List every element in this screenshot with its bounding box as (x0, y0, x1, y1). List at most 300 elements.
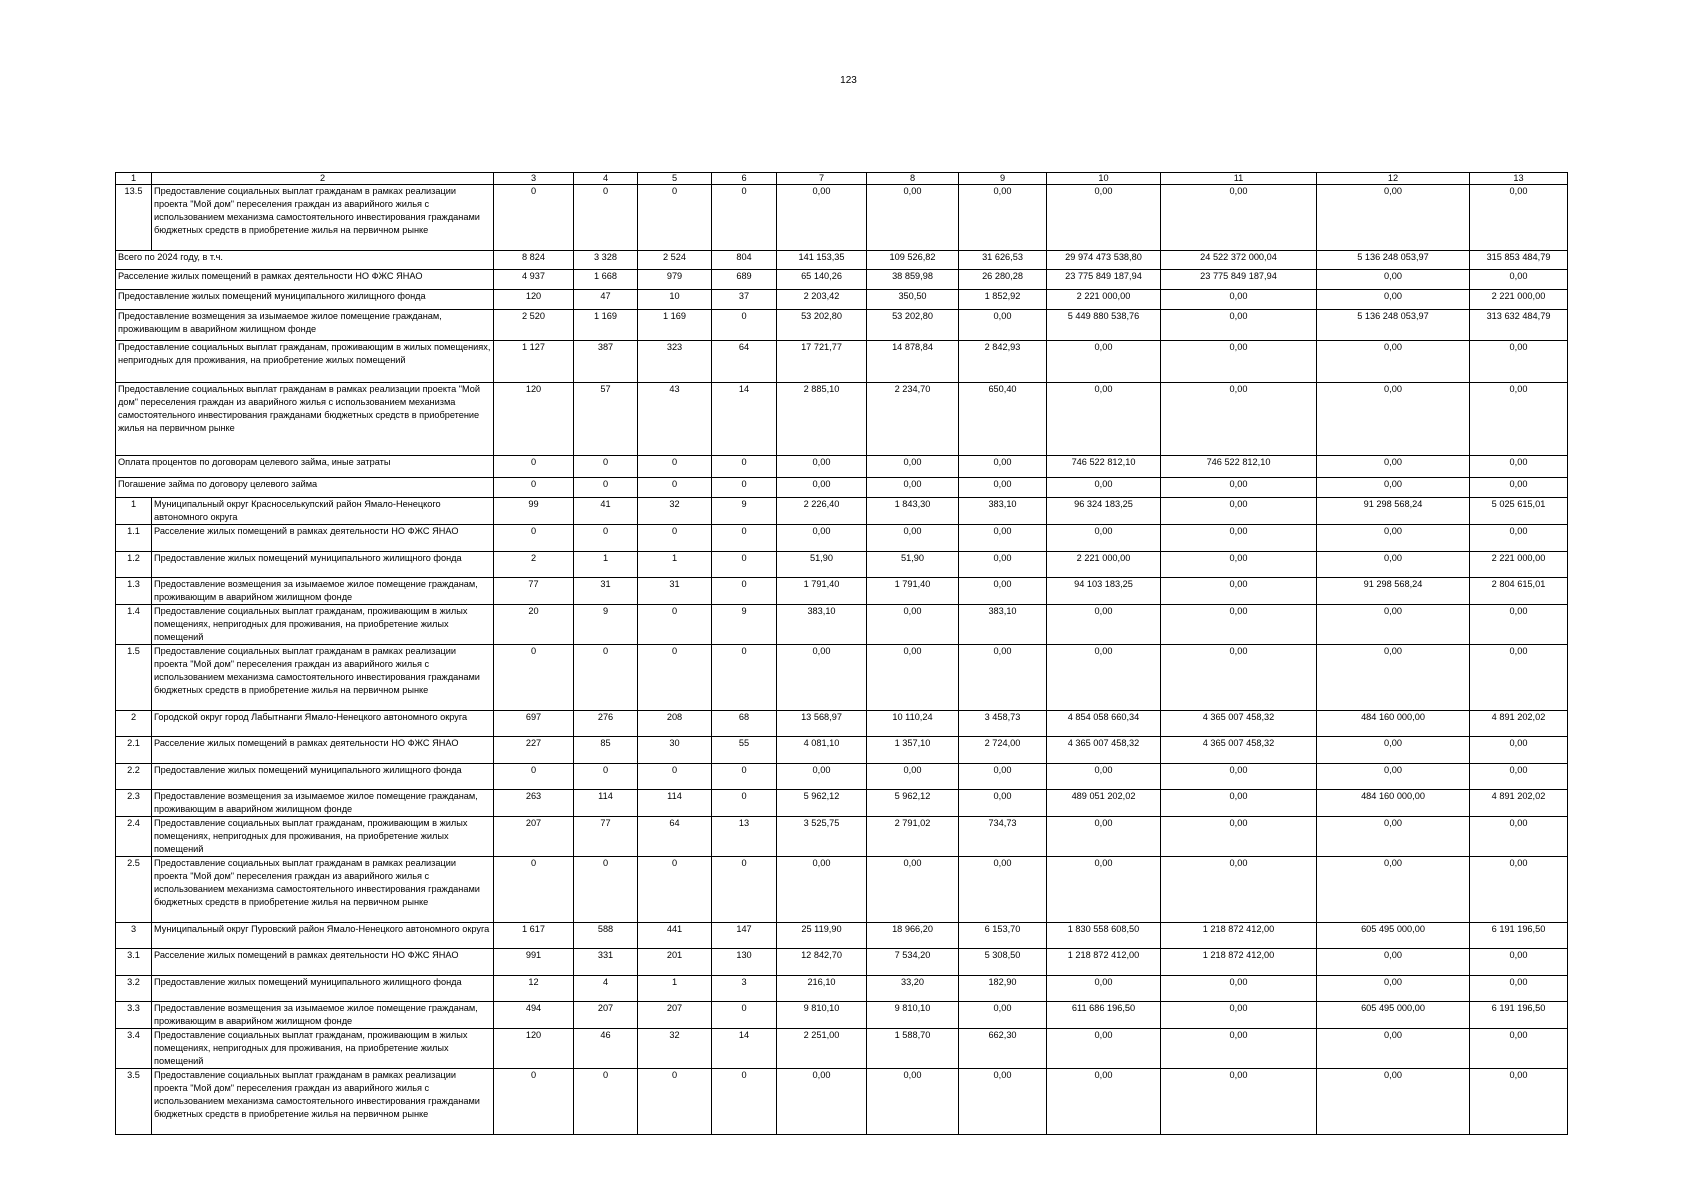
value-cell: 0,00 (1317, 552, 1470, 578)
table-row (116, 1029, 1568, 1069)
value-cell: 31 (574, 578, 638, 605)
value-cell: 91 298 568,24 (1317, 578, 1470, 605)
value-cell: 216,10 (777, 976, 867, 1002)
value-cell: 4 365 007 458,32 (1161, 711, 1317, 737)
value-cell: 14 (712, 1029, 777, 1069)
column-number-cell: 9 (959, 173, 1047, 185)
row-label-cell: Муниципальный округ Пуровский район Ямало-Ненецкого автономного округа (152, 923, 494, 949)
value-cell: 0,00 (1047, 857, 1161, 923)
column-number-cell: 5 (638, 173, 712, 185)
column-number-cell: 7 (777, 173, 867, 185)
value-cell: 0,00 (1161, 552, 1317, 578)
value-cell: 1 791,40 (867, 578, 959, 605)
value-cell: 130 (712, 949, 777, 976)
value-cell: 0,00 (867, 478, 959, 498)
value-cell: 2 724,00 (959, 737, 1047, 764)
resettlement-table (115, 172, 1568, 1135)
value-cell: 0,00 (1470, 764, 1568, 790)
value-cell: 9 810,10 (867, 1002, 959, 1029)
value-cell: 0,00 (1047, 1069, 1161, 1135)
value-cell: 2 524 (638, 251, 712, 270)
value-cell: 0 (638, 764, 712, 790)
value-cell: 0 (638, 857, 712, 923)
value-cell: 0,00 (1161, 764, 1317, 790)
value-cell: 0,00 (1317, 185, 1470, 251)
row-number-cell: 2.2 (116, 764, 152, 790)
value-cell: 0,00 (1161, 498, 1317, 525)
value-cell: 2 226,40 (777, 498, 867, 525)
value-cell: 2 203,42 (777, 290, 867, 310)
value-cell: 0 (574, 525, 638, 552)
value-cell: 0 (712, 1069, 777, 1135)
value-cell: 120 (494, 383, 574, 456)
table-row (116, 185, 1568, 251)
value-cell: 3 328 (574, 251, 638, 270)
value-cell: 0,00 (1161, 1029, 1317, 1069)
value-cell: 0 (494, 645, 574, 711)
row-number-cell: 2.4 (116, 817, 152, 857)
value-cell: 0,00 (1470, 857, 1568, 923)
value-cell: 0,00 (1470, 949, 1568, 976)
value-cell: 1 791,40 (777, 578, 867, 605)
value-cell: 0,00 (1317, 290, 1470, 310)
value-cell: 14 (712, 383, 777, 456)
row-number-cell: 13.5 (116, 185, 152, 251)
value-cell: 0,00 (1317, 341, 1470, 383)
value-cell: 746 522 812,10 (1047, 456, 1161, 478)
value-cell: 3 525,75 (777, 817, 867, 857)
row-label-cell: Расселение жилых помещений в рамках деятельности НО ФЖС ЯНАО (116, 270, 494, 290)
row-label-cell: Предоставление социальных выплат гражданам в рамках реализации проекта "Мой дом" переселения граждан из аварийного жилья с использованием механизма самостоятельного инвестирования гражданами бюджетных средств в приобретение жилья на первичном рынке (152, 857, 494, 923)
value-cell: 0,00 (1317, 270, 1470, 290)
value-cell: 12 (494, 976, 574, 1002)
value-cell: 0,00 (1317, 456, 1470, 478)
table-row (116, 383, 1568, 456)
value-cell: 0,00 (1470, 1069, 1568, 1135)
column-number-cell: 12 (1317, 173, 1470, 185)
value-cell: 0,00 (867, 645, 959, 711)
value-cell: 5 136 248 053,97 (1317, 310, 1470, 341)
value-cell: 0,00 (959, 310, 1047, 341)
row-label-cell: Предоставление социальных выплат гражданам в рамках реализации проекта "Мой дом" переселения граждан из аварийного жилья с использованием механизма самостоятельного инвестирования гражданами бюджетных средств в приобретение жилья на первичном рынке (152, 645, 494, 711)
value-cell: 17 721,77 (777, 341, 867, 383)
value-cell: 2 251,00 (777, 1029, 867, 1069)
value-cell: 0,00 (1161, 525, 1317, 552)
value-cell: 0,00 (1470, 456, 1568, 478)
value-cell: 0,00 (867, 857, 959, 923)
value-cell: 57 (574, 383, 638, 456)
table-row (116, 1069, 1568, 1135)
value-cell: 0 (638, 525, 712, 552)
value-cell: 2 842,93 (959, 341, 1047, 383)
value-cell: 120 (494, 1029, 574, 1069)
value-cell: 10 110,24 (867, 711, 959, 737)
value-cell: 383,10 (959, 605, 1047, 645)
value-cell: 350,50 (867, 290, 959, 310)
value-cell: 0 (712, 478, 777, 498)
value-cell: 0 (494, 1069, 574, 1135)
row-number-cell: 2.5 (116, 857, 152, 923)
value-cell: 3 (712, 976, 777, 1002)
value-cell: 4 365 007 458,32 (1161, 737, 1317, 764)
value-cell: 0,00 (777, 1069, 867, 1135)
value-cell: 96 324 183,25 (1047, 498, 1161, 525)
value-cell: 0,00 (1161, 1002, 1317, 1029)
value-cell: 276 (574, 711, 638, 737)
value-cell: 0,00 (1047, 525, 1161, 552)
row-label-cell: Предоставление возмещения за изымаемое жилое помещение гражданам, проживающим в аварийном жилищном фонде (152, 578, 494, 605)
value-cell: 32 (638, 1029, 712, 1069)
value-cell: 1 (574, 552, 638, 578)
column-number-cell: 3 (494, 173, 574, 185)
value-cell: 0,00 (1161, 1069, 1317, 1135)
value-cell: 8 824 (494, 251, 574, 270)
value-cell: 0,00 (959, 1002, 1047, 1029)
value-cell: 85 (574, 737, 638, 764)
value-cell: 1 (638, 976, 712, 1002)
value-cell: 37 (712, 290, 777, 310)
value-cell: 979 (638, 270, 712, 290)
value-cell: 0 (712, 185, 777, 251)
value-cell: 0 (574, 857, 638, 923)
value-cell: 0,00 (867, 605, 959, 645)
value-cell: 2 221 000,00 (1047, 552, 1161, 578)
value-cell: 0,00 (1161, 185, 1317, 251)
value-cell: 0,00 (1317, 1069, 1470, 1135)
value-cell: 5 308,50 (959, 949, 1047, 976)
value-cell: 331 (574, 949, 638, 976)
value-cell: 0 (638, 605, 712, 645)
value-cell: 0 (712, 790, 777, 817)
value-cell: 0,00 (1047, 478, 1161, 498)
value-cell: 0,00 (1047, 817, 1161, 857)
value-cell: 0 (574, 764, 638, 790)
value-cell: 141 153,35 (777, 251, 867, 270)
value-cell: 0,00 (959, 456, 1047, 478)
value-cell: 650,40 (959, 383, 1047, 456)
value-cell: 4 081,10 (777, 737, 867, 764)
value-cell: 55 (712, 737, 777, 764)
row-number-cell: 3.1 (116, 949, 152, 976)
value-cell: 0,00 (1470, 817, 1568, 857)
value-cell: 0,00 (1470, 185, 1568, 251)
row-label-cell: Предоставление социальных выплат гражданам в рамках реализации проекта "Мой дом" переселения граждан из аварийного жилья с использованием механизма самостоятельного инвестирования гражданами бюджетных средств в приобретение жилья на первичном рынке (152, 1069, 494, 1135)
value-cell: 6 191 196,50 (1470, 923, 1568, 949)
value-cell: 23 775 849 187,94 (1047, 270, 1161, 290)
value-cell: 0,00 (1047, 976, 1161, 1002)
value-cell: 0,00 (867, 185, 959, 251)
value-cell: 746 522 812,10 (1161, 456, 1317, 478)
value-cell: 51,90 (777, 552, 867, 578)
value-cell: 0 (574, 185, 638, 251)
value-cell: 2 (494, 552, 574, 578)
row-label-cell: Погашение займа по договору целевого займа (116, 478, 494, 498)
value-cell: 4 891 202,02 (1470, 790, 1568, 817)
value-cell: 0,00 (959, 645, 1047, 711)
value-cell: 5 136 248 053,97 (1317, 251, 1470, 270)
value-cell: 0,00 (777, 525, 867, 552)
value-cell: 13 (712, 817, 777, 857)
value-cell: 10 (638, 290, 712, 310)
value-cell: 0 (712, 310, 777, 341)
row-number-cell: 3.2 (116, 976, 152, 1002)
value-cell: 0,00 (959, 478, 1047, 498)
value-cell: 1 169 (638, 310, 712, 341)
value-cell: 20 (494, 605, 574, 645)
row-number-cell: 3.4 (116, 1029, 152, 1069)
value-cell: 2 804 615,01 (1470, 578, 1568, 605)
value-cell: 0,00 (1470, 525, 1568, 552)
table-row (116, 525, 1568, 552)
value-cell: 9 (712, 498, 777, 525)
column-number-row (116, 173, 1568, 185)
table-row (116, 498, 1568, 525)
value-cell: 26 280,28 (959, 270, 1047, 290)
value-cell: 0,00 (1161, 857, 1317, 923)
value-cell: 313 632 484,79 (1470, 310, 1568, 341)
page-number: 123 (840, 75, 857, 86)
value-cell: 1 218 872 412,00 (1047, 949, 1161, 976)
value-cell: 5 449 880 538,76 (1047, 310, 1161, 341)
value-cell: 0,00 (959, 578, 1047, 605)
value-cell: 734,73 (959, 817, 1047, 857)
value-cell: 4 (574, 976, 638, 1002)
column-number-cell: 13 (1470, 173, 1568, 185)
value-cell: 2 221 000,00 (1470, 290, 1568, 310)
value-cell: 489 051 202,02 (1047, 790, 1161, 817)
value-cell: 0 (712, 456, 777, 478)
value-cell: 6 191 196,50 (1470, 1002, 1568, 1029)
value-cell: 0 (712, 1002, 777, 1029)
column-number-cell: 10 (1047, 173, 1161, 185)
value-cell: 0,00 (777, 478, 867, 498)
row-label-cell: Муниципальный округ Красноселькупский район Ямало-Ненецкого автономного округа (152, 498, 494, 525)
value-cell: 65 140,26 (777, 270, 867, 290)
value-cell: 0,00 (1470, 341, 1568, 383)
value-cell: 208 (638, 711, 712, 737)
value-cell: 53 202,80 (867, 310, 959, 341)
value-cell: 0,00 (1317, 1029, 1470, 1069)
value-cell: 207 (574, 1002, 638, 1029)
table-row (116, 976, 1568, 1002)
value-cell: 9 810,10 (777, 1002, 867, 1029)
value-cell: 0,00 (959, 185, 1047, 251)
value-cell: 383,10 (777, 605, 867, 645)
value-cell: 38 859,98 (867, 270, 959, 290)
value-cell: 0,00 (959, 857, 1047, 923)
value-cell: 1 852,92 (959, 290, 1047, 310)
table-row (116, 478, 1568, 498)
value-cell: 0,00 (1317, 383, 1470, 456)
value-cell: 1 843,30 (867, 498, 959, 525)
value-cell: 387 (574, 341, 638, 383)
value-cell: 7 534,20 (867, 949, 959, 976)
value-cell: 4 854 058 660,34 (1047, 711, 1161, 737)
row-number-cell: 1.5 (116, 645, 152, 711)
value-cell: 1 218 872 412,00 (1161, 949, 1317, 976)
row-number-cell: 2.3 (116, 790, 152, 817)
row-label-cell: Предоставление социальных выплат гражданам, проживающим в жилых помещениях, непригодных для проживания, на приобретение жилых помещений (152, 1029, 494, 1069)
table-row (116, 251, 1568, 270)
value-cell: 77 (494, 578, 574, 605)
row-label-cell: Всего по 2024 году, в т.ч. (116, 251, 494, 270)
column-number-cell: 2 (152, 173, 494, 185)
value-cell: 0 (638, 1069, 712, 1135)
row-label-cell: Предоставление социальных выплат гражданам в рамках реализации проекта "Мой дом" переселения граждан из аварийного жилья с использованием механизма самостоятельного инвестирования гражданами бюджетных средств в приобретение жилья на первичном рынке (116, 383, 494, 456)
value-cell: 991 (494, 949, 574, 976)
value-cell: 0 (574, 645, 638, 711)
value-cell: 0 (638, 645, 712, 711)
value-cell: 14 878,84 (867, 341, 959, 383)
value-cell: 51,90 (867, 552, 959, 578)
value-cell: 46 (574, 1029, 638, 1069)
table-row (116, 949, 1568, 976)
row-label-cell: Предоставление социальных выплат гражданам, проживающим в жилых помещениях, непригодных для проживания, на приобретение жилых помещений (116, 341, 494, 383)
value-cell: 0 (494, 525, 574, 552)
value-cell: 4 365 007 458,32 (1047, 737, 1161, 764)
value-cell: 1 357,10 (867, 737, 959, 764)
value-cell: 0,00 (1317, 525, 1470, 552)
row-number-cell: 1.4 (116, 605, 152, 645)
value-cell: 323 (638, 341, 712, 383)
value-cell: 0,00 (777, 645, 867, 711)
value-cell: 43 (638, 383, 712, 456)
value-cell: 12 842,70 (777, 949, 867, 976)
value-cell: 0 (712, 578, 777, 605)
row-label-cell: Расселение жилых помещений в рамках деятельности НО ФЖС ЯНАО (152, 525, 494, 552)
value-cell: 0,00 (1317, 764, 1470, 790)
value-cell: 0,00 (1317, 817, 1470, 857)
value-cell: 91 298 568,24 (1317, 498, 1470, 525)
table-row (116, 790, 1568, 817)
column-number-cell: 6 (712, 173, 777, 185)
value-cell: 0,00 (1047, 645, 1161, 711)
value-cell: 33,20 (867, 976, 959, 1002)
value-cell: 0,00 (867, 764, 959, 790)
value-cell: 0 (638, 456, 712, 478)
value-cell: 201 (638, 949, 712, 976)
value-cell: 0,00 (1317, 976, 1470, 1002)
value-cell: 9 (574, 605, 638, 645)
value-cell: 2 520 (494, 310, 574, 341)
value-cell: 53 202,80 (777, 310, 867, 341)
value-cell: 0,00 (1161, 817, 1317, 857)
value-cell: 147 (712, 923, 777, 949)
row-number-cell: 1 (116, 498, 152, 525)
value-cell: 1 668 (574, 270, 638, 290)
value-cell: 13 568,97 (777, 711, 867, 737)
value-cell: 0,00 (1161, 383, 1317, 456)
row-number-cell: 2 (116, 711, 152, 737)
value-cell: 31 (638, 578, 712, 605)
value-cell: 0 (712, 525, 777, 552)
value-cell: 0 (494, 478, 574, 498)
value-cell: 494 (494, 1002, 574, 1029)
value-cell: 0,00 (1470, 270, 1568, 290)
row-label-cell: Предоставление возмещения за изымаемое жилое помещение гражданам, проживающим в аварийном жилищном фонде (152, 1002, 494, 1029)
value-cell: 588 (574, 923, 638, 949)
value-cell: 0,00 (959, 552, 1047, 578)
value-cell: 0 (638, 478, 712, 498)
value-cell: 207 (494, 817, 574, 857)
value-cell: 263 (494, 790, 574, 817)
value-cell: 0,00 (1470, 976, 1568, 1002)
row-label-cell: Предоставление жилых помещений муниципального жилищного фонда (152, 764, 494, 790)
value-cell: 605 495 000,00 (1317, 1002, 1470, 1029)
value-cell: 2 221 000,00 (1047, 290, 1161, 310)
table-body (116, 173, 1568, 1135)
value-cell: 0 (712, 857, 777, 923)
table-row (116, 290, 1568, 310)
value-cell: 0,00 (1317, 949, 1470, 976)
value-cell: 207 (638, 1002, 712, 1029)
value-cell: 64 (712, 341, 777, 383)
row-label-cell: Предоставление жилых помещений муниципального жилищного фонда (152, 552, 494, 578)
value-cell: 77 (574, 817, 638, 857)
value-cell: 41 (574, 498, 638, 525)
row-number-cell: 3.5 (116, 1069, 152, 1135)
value-cell: 1 830 558 608,50 (1047, 923, 1161, 949)
value-cell: 0,00 (867, 1069, 959, 1135)
value-cell: 0 (494, 764, 574, 790)
value-cell: 120 (494, 290, 574, 310)
value-cell: 3 458,73 (959, 711, 1047, 737)
row-label-cell: Расселение жилых помещений в рамках деятельности НО ФЖС ЯНАО (152, 737, 494, 764)
value-cell: 32 (638, 498, 712, 525)
value-cell: 0,00 (959, 525, 1047, 552)
row-label-cell: Предоставление возмещения за изымаемое жилое помещение гражданам, проживающим в аварийном жилищном фонде (152, 790, 494, 817)
value-cell: 0,00 (1470, 478, 1568, 498)
column-number-cell: 11 (1161, 173, 1317, 185)
value-cell: 1 127 (494, 341, 574, 383)
value-cell: 0 (574, 1069, 638, 1135)
table-row (116, 923, 1568, 949)
value-cell: 114 (574, 790, 638, 817)
value-cell: 0,00 (1470, 737, 1568, 764)
value-cell: 0,00 (959, 764, 1047, 790)
table-row (116, 764, 1568, 790)
value-cell: 0,00 (867, 456, 959, 478)
value-cell: 2 885,10 (777, 383, 867, 456)
value-cell: 484 160 000,00 (1317, 711, 1470, 737)
row-label-cell: Предоставление социальных выплат гражданам, проживающим в жилых помещениях, непригодных для проживания, на приобретение жилых помещений (152, 605, 494, 645)
value-cell: 0,00 (1470, 383, 1568, 456)
value-cell: 804 (712, 251, 777, 270)
column-number-cell: 8 (867, 173, 959, 185)
value-cell: 30 (638, 737, 712, 764)
table-row (116, 456, 1568, 478)
value-cell: 4 937 (494, 270, 574, 290)
value-cell: 0,00 (1317, 605, 1470, 645)
value-cell: 441 (638, 923, 712, 949)
value-cell: 0 (712, 764, 777, 790)
value-cell: 0,00 (1161, 605, 1317, 645)
value-cell: 5 025 615,01 (1470, 498, 1568, 525)
value-cell: 0,00 (1470, 1029, 1568, 1069)
value-cell: 0,00 (1161, 976, 1317, 1002)
table-row (116, 645, 1568, 711)
value-cell: 0,00 (1317, 645, 1470, 711)
table-row (116, 817, 1568, 857)
value-cell: 0,00 (1047, 605, 1161, 645)
value-cell: 605 495 000,00 (1317, 923, 1470, 949)
value-cell: 0,00 (1161, 290, 1317, 310)
value-cell: 383,10 (959, 498, 1047, 525)
value-cell: 0,00 (959, 1069, 1047, 1135)
row-number-cell: 1.1 (116, 525, 152, 552)
value-cell: 0,00 (777, 764, 867, 790)
value-cell: 0 (574, 478, 638, 498)
